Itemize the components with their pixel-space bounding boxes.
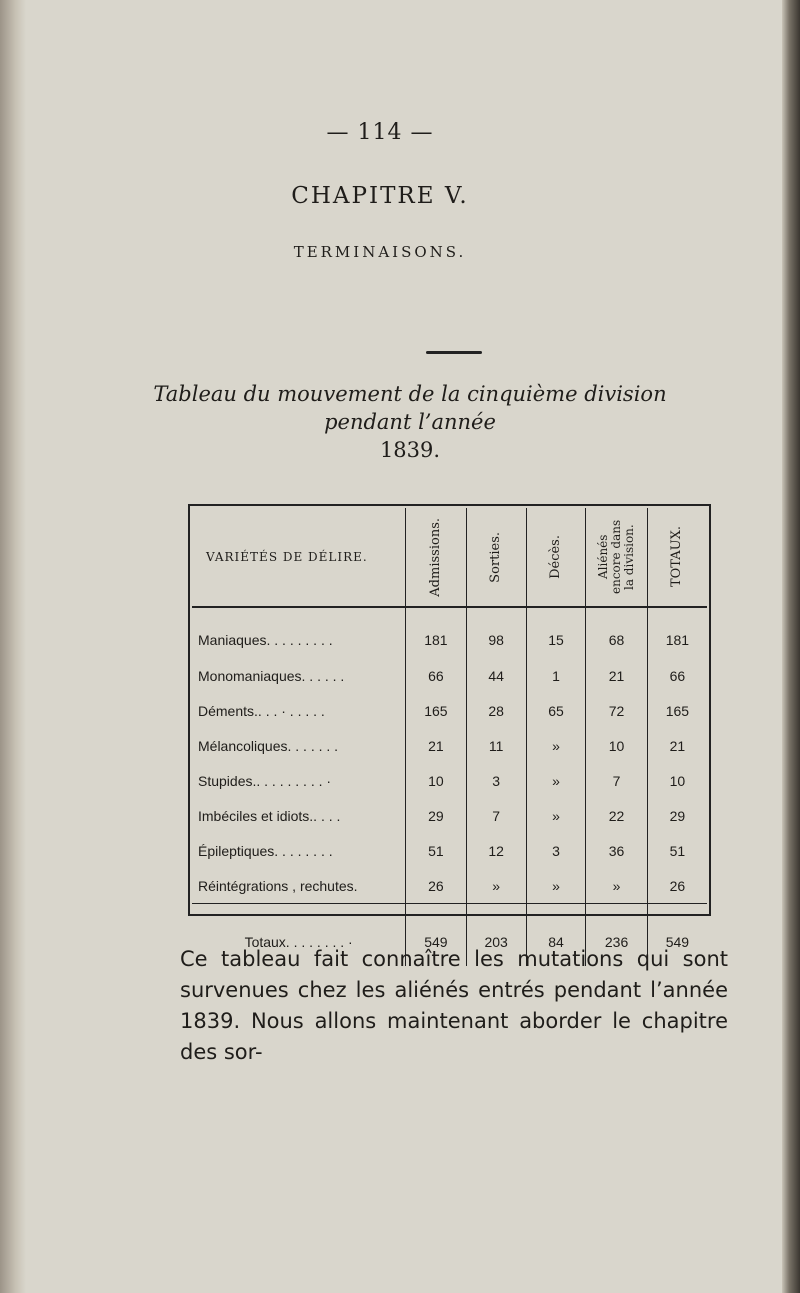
cell-totaux: 21 [669,737,686,754]
body-paragraph: Ce tableau fait connaître les mutations qui sont survenues chez les aliénés entrés pendant l’année 1839. Nous allons maintenant aborder le chapitre des sor- [180,947,728,1064]
cell-alienes: 21 [586,658,647,693]
cell-sorties: 12 [466,833,526,868]
cell-admissions: 10 [406,763,466,798]
cell-totaux: 165 [665,702,690,719]
cell-alienes: » [586,868,647,904]
table-caption [150,380,670,464]
total-alienes: 236 [586,904,647,967]
page-number: — 114 — [326,120,434,145]
cell-deces: » [526,763,586,798]
cell-alienes: 7 [586,763,647,798]
table-row [192,693,707,728]
cell-sorties: 44 [466,658,526,693]
table-row [192,607,707,658]
cell-sorties: » [466,868,526,904]
total-admissions: 549 [406,904,466,967]
table-header-row [192,508,707,607]
total-totaux: 549 [647,904,707,967]
header-admissions-label: Admissions. [427,517,443,597]
cell-totaux: 10 [669,772,686,789]
cell-sorties: 3 [466,763,526,798]
row-label: Monomaniaques. . . . . . [192,658,406,693]
header-totaux-label: TOTAUX. [669,526,685,588]
caption-year: 1839. [379,438,441,462]
cell-deces: 1 [526,658,586,693]
mouvement-table [192,508,707,966]
cell-deces: 3 [526,833,586,868]
caption-text: Tableau du mouvement de la cinquième division pendant l’année [153,382,667,434]
cell-deces: » [526,798,586,833]
page-right-edge [782,0,800,1293]
cell-sorties: 7 [466,798,526,833]
cell-admissions: 51 [406,833,466,868]
header-alienes [586,508,647,607]
cell-alienes: 10 [586,728,647,763]
row-label: Mélancoliques. . . . . . . [192,728,406,763]
header-sorties-label: Sorties. [488,531,504,583]
table-row [192,728,707,763]
cell-deces: 15 [526,607,586,658]
header-varietes: VARIÉTÉS DE DÉLIRE. [192,508,406,607]
header-alienes-label: Aliénés encore dans la division. [596,519,637,595]
cell-alienes: 72 [586,693,647,728]
total-deces: 84 [526,904,586,967]
cell-deces: 65 [526,693,586,728]
cell-admissions: 165 [406,693,466,728]
header-admissions [406,508,466,607]
cell-totaux: 181 [665,632,690,648]
cell-totaux: 51 [669,842,686,859]
cell-sorties: 98 [466,607,526,658]
cell-admissions: 26 [406,868,466,904]
cell-totaux: 26 [669,877,686,894]
cell-sorties: 11 [466,728,526,763]
header-deces-label: Décès. [548,535,564,579]
cell-alienes: 68 [586,607,647,658]
cell-admissions: 21 [406,728,466,763]
row-label: Réintégrations , rechutes. [192,868,406,904]
ornamental-rule [426,351,482,354]
table-row [192,833,707,868]
table-row [192,658,707,693]
header-deces [526,508,586,607]
total-sorties: 203 [466,904,526,967]
table-row [192,798,707,833]
cell-admissions: 29 [406,798,466,833]
cell-alienes: 22 [586,798,647,833]
table-row [192,763,707,798]
row-label: Stupides.. . . . . . . . . · [192,763,406,798]
total-label: Totaux. . . . . . . . · [192,904,406,967]
row-label: Maniaques. . . . . . . . . [192,607,406,658]
table-row [192,868,707,904]
cell-admissions: 181 [406,607,466,658]
row-label: Imbéciles et idiots.. . . . [192,798,406,833]
cell-alienes: 36 [586,833,647,868]
cell-totaux: 29 [669,807,686,824]
section-title: TERMINAISONS. [293,243,467,261]
header-totaux [647,508,707,607]
cell-totaux: 66 [669,667,686,684]
row-label: Déments.. . . · . . . . . [192,693,406,728]
cell-deces: » [526,868,586,904]
cell-sorties: 28 [466,693,526,728]
cell-deces: » [526,728,586,763]
cell-admissions: 66 [406,658,466,693]
chapter-title: CHAPITRE V. [291,183,469,209]
row-label: Épileptiques. . . . . . . . [192,833,406,868]
header-sorties [466,508,526,607]
